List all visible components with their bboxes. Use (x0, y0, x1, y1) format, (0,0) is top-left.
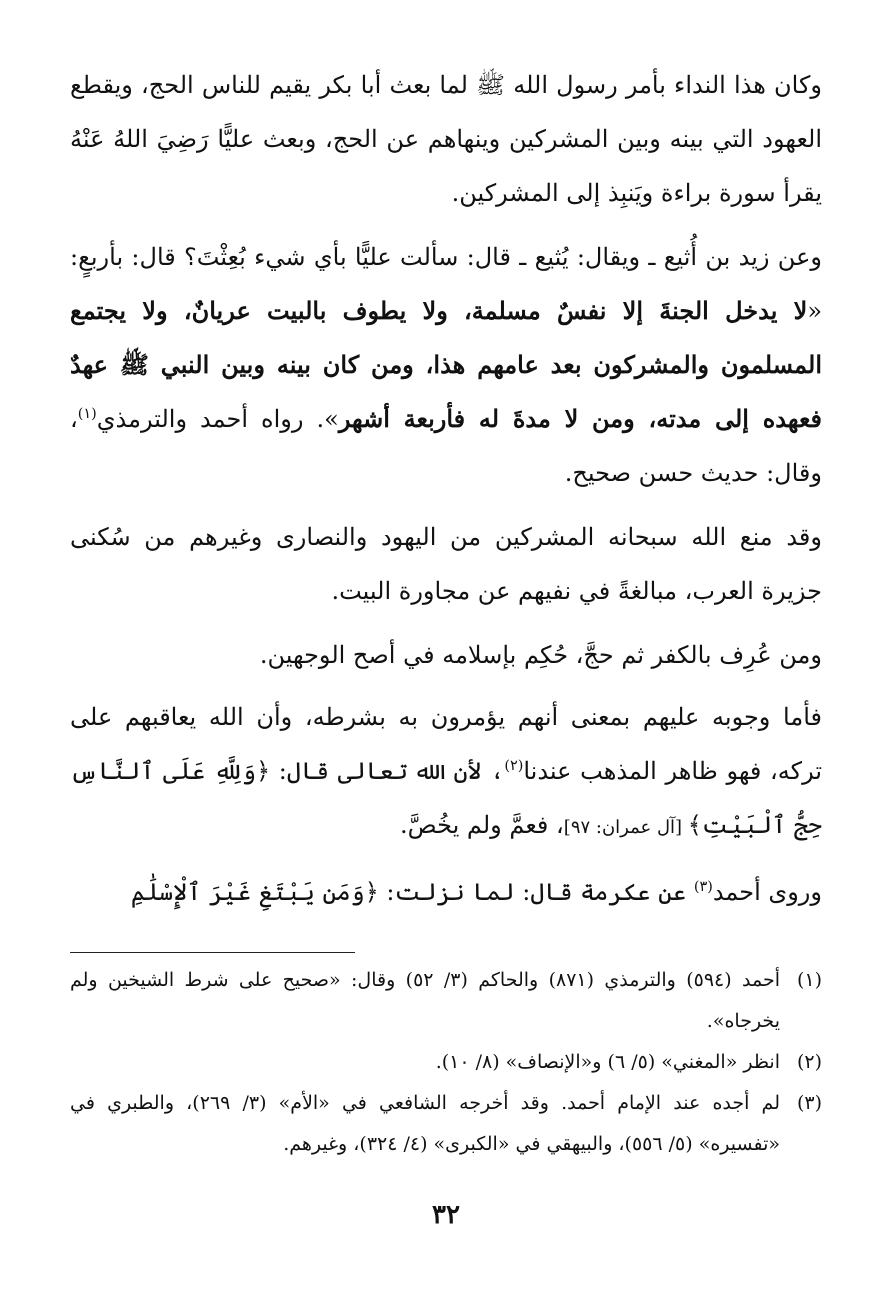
footnote-text: انظر «المغني» (٥/ ٦) و«الإنصاف» (٨/ ١٠). (435, 1051, 780, 1073)
footnote-text: لم أجده عند الإمام أحمد. وقد أخرجه الشافعي في «الأم» (٣/ ٢٦٩)، والطبري في «تفسيره» (٥/ ٥٥٦)، والبيهقي في «الكبرى» (٤/ ٣٢٤)، وغيرهم. (70, 1092, 780, 1155)
footnote-2 (70, 1042, 822, 1083)
footnote-number: (٢) (796, 1051, 822, 1073)
paragraph-5-tail: ، فعمَّ ولم يخُصَّ. (400, 811, 564, 839)
footnote-ref-3[interactable]: (٣) (693, 879, 713, 895)
quran-verse-2: ﴿وَمَن يَبْتَغِ غَيْرَ ٱلْإِسْلَٰمِ (130, 878, 379, 906)
paragraph-3 (70, 510, 822, 618)
paragraph-4 (70, 628, 822, 682)
main-text (70, 58, 822, 929)
paragraph-5-text: فأما وجوبه عليهم بمعنى أنهم يؤمرون به بشرطه، وأن الله يعاقبهم على تركه، فهو ظاهر المذهب عندنا (70, 703, 822, 785)
footnote-ref-1[interactable]: (١) (77, 406, 97, 422)
footnote-ref-2[interactable]: (٢) (504, 758, 524, 774)
footnote-separator (70, 952, 355, 953)
paragraph-2-intro: وعن زيد بن أُثيع ـ ويقال: يُثيع ـ قال: سألت عليًّا بأي شيء بُعِثْتَ؟ قال: بأربعٍ: « (70, 243, 822, 325)
paragraph-6-text: وروى أحمد (712, 878, 822, 906)
footnote-number: (٣) (796, 1092, 822, 1114)
footnote-1 (70, 960, 822, 1042)
paragraph-5-lead: ، لأن الله تعالى قال: (270, 757, 505, 785)
paragraph-5 (70, 690, 822, 855)
verse-reference: [آل عمران: ٩٧] (563, 817, 688, 838)
paragraph-3-text: وقد منع الله سبحانه المشركين من اليهود والنصارى وغيرهم من سُكنى جزيرة العرب، مبالغةً في نفيهم عن مجاورة البيت. (70, 523, 822, 605)
paragraph-2-grade: ، وقال: حديث حسن صحيح. (70, 405, 822, 487)
footnote-number: (١) (796, 969, 822, 991)
paragraph-1 (70, 58, 822, 220)
paragraph-6 (70, 865, 822, 919)
hadith-text: لا يدخل الجنةَ إلا نفسٌ مسلمة، ولا يطوف بالبيت عريانٌ، ولا يجتمع المسلمون والمشركون بعد عامهم هذا، ومن كان بينه وبين النبي ﷺ عهدٌ فعهده إلى مدته، ومن لا مدةَ له فأربعة أشهر (70, 296, 822, 433)
page-number: ٣٢ (432, 1200, 460, 1230)
paragraph-4-text: ومن عُرِف بالكفر ثم حجَّ، حُكِم بإسلامه في أصح الوجهين. (259, 641, 822, 669)
footnote-text: أحمد (٥٩٤) والترمذي (٨٧١) والحاكم (٣/ ٥٢) وقال: «صحيح على شرط الشيخين ولم يخرجاه». (70, 969, 780, 1032)
paragraph-2 (70, 230, 822, 500)
paragraph-1-text: وكان هذا النداء بأمر رسول الله ﷺ لما بعث أبا بكر يقيم للناس الحج، ويقطع العهود التي بينه وبين المشركين وينهاهم عن الحج، وبعث عليًّا رَضِيَ اللهُ عَنْهُ يقرأ سورة براءة ويَنبِذ إلى المشركين. (70, 71, 822, 207)
footnotes (70, 960, 822, 1165)
quran-verse-1: ﴿وَلِلَّهِ عَلَى ٱلنَّاسِ حِجُّ ٱلْبَيْتِ﴾ (70, 757, 822, 839)
paragraph-2-source: ». رواه أحمد والترمذي (96, 405, 339, 433)
paragraph-6-lead: عن عكرمة قال: لما نزلت: (378, 878, 694, 906)
footnote-3 (70, 1083, 822, 1165)
